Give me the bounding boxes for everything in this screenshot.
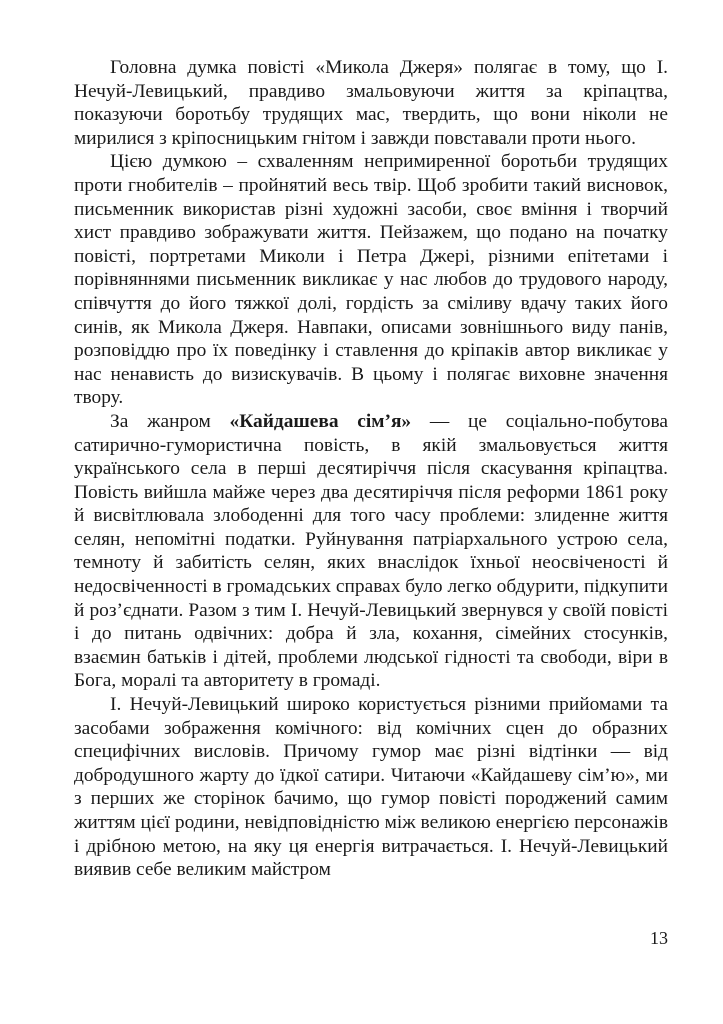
paragraph-1	[74, 56, 668, 150]
book-title-bold: «Кайдашева сім’я»	[229, 410, 412, 432]
page-number: 13	[650, 928, 668, 948]
paragraph-3	[74, 410, 668, 693]
paragraph-3-text-start: За жанром	[110, 410, 230, 432]
paragraph-1-text: Головна думка повісті «Микола Джеря» полягає в тому, що І. Нечуй-Левицький, правдиво змальовуючи життя за кріпацтва, показуючи боротьбу трудящих мас, твердить, що вони ніколи не мирилися з кріпосницьким гнітом і завжди повставали проти нього.	[74, 57, 668, 149]
paragraph-2	[74, 150, 668, 410]
body-text	[74, 56, 668, 882]
paragraph-4-text: І. Нечуй-Левицький широко користується різними прийомами та засобами зображення комічного: від комічних сцен до образних специфічних висловів. Причому гумор має різні відтінки — від добродушного жарту до їдкої сатири. Читаючи «Кайдашеву сім’ю», ми з перших же сторінок бачимо, що гумор повісті породжений самим життям цієї родини, невідповідністю між великою енергією персонажів і дрібною метою, на яку ця енергія витрачається. І. Нечуй-Левицький виявив себе великим майстром	[74, 694, 668, 881]
paragraph-3-text-rest: — це соціально-побутова сатирично-гумористична повість, в якій змальовується життя українського села в перші десятиріччя після скасування кріпацтва. Повість вийшла майже через два десятиріччя після реформи 1861 року й висвітлювала злободенні для того часу проблеми: злиденне життя селян, непомітні податки. Руйнування патріархального устрою села, темноту й забитість селян, яких внаслідок їхньої неосвіченості й недосвіченності в громадських справах було легко обдурити, підкупити й роз’єднати. Разом з тим І. Нечуй-Левицький звернувся у своїй повісті і до питань одвічних: добра й зла, кохання, сімейних стосунків, взаємин батьків і дітей, проблеми людської гідності та свободи, віри в Бога, моралі та авторитету в громаді.	[74, 410, 668, 692]
paragraph-4	[74, 693, 668, 882]
paragraph-2-text: Цією думкою – схваленням непримиренної боротьби трудящих проти гнобителів – пройнятий весь твір. Щоб зробити такий висновок, письменник використав різні художні засоби, своє вміння і творчий хист правдиво зображувати життя. Пейзажем, що подано на початку повісті, портретами Миколи і Петра Джері, різними епітетами і порівняннями письменник викликає у нас любов до трудового народу, співчуття до його тяжкої долі, гордість за сміливу вдачу таких його синів, як Микола Джеря. Навпаки, описами зовнішнього виду панів, розповіддю про їх поведінку і ставлення до кріпаків автор викликає у нас ненависть до визискувачів. В цьому і полягає виховне значення твору.	[74, 151, 668, 409]
